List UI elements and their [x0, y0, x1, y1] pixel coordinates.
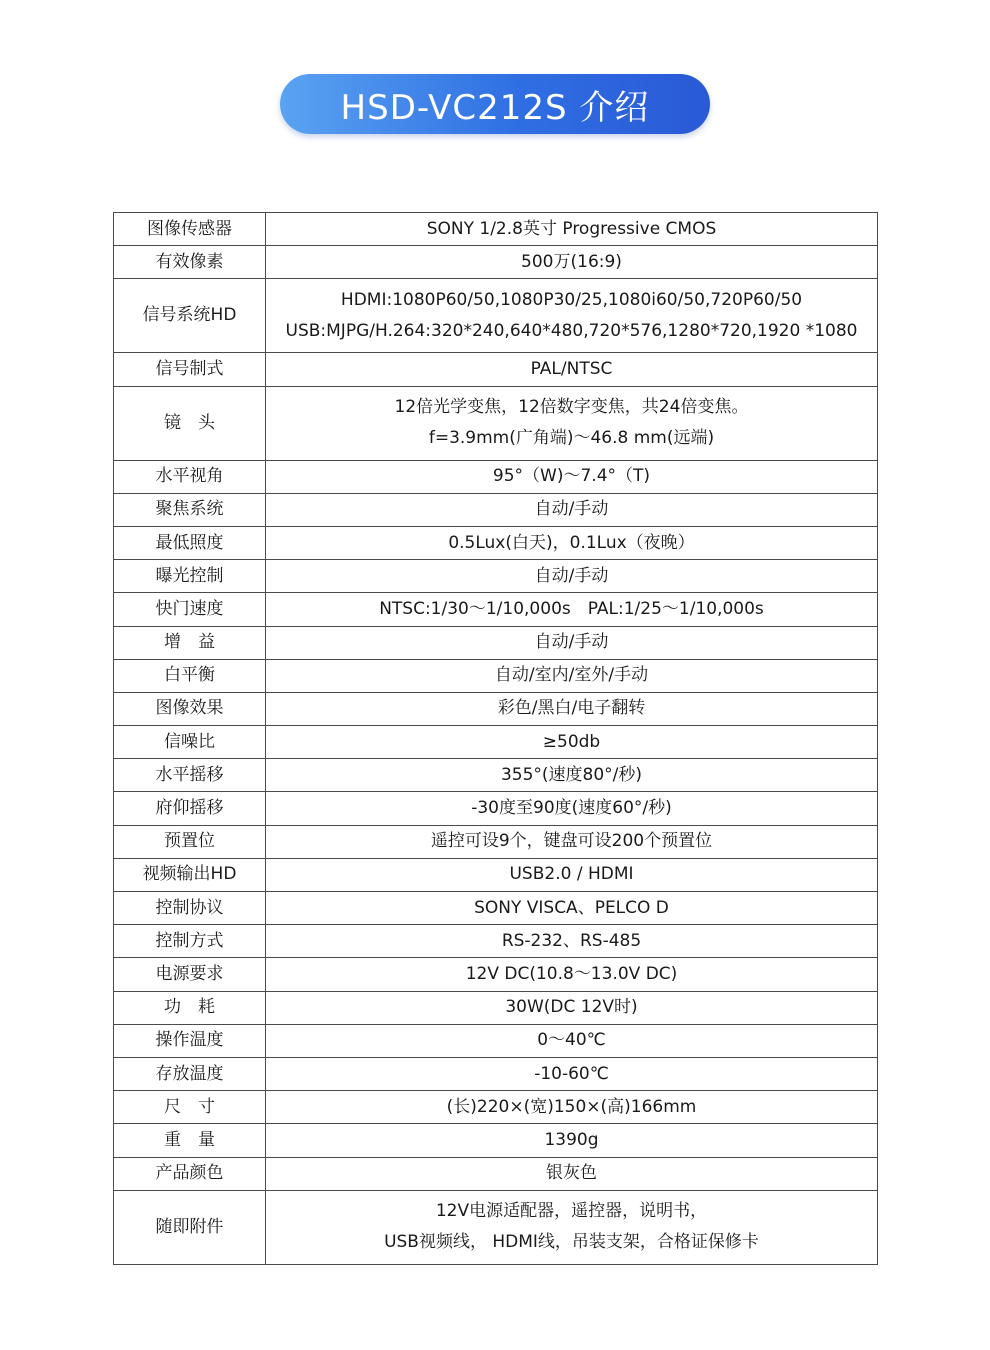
spec-value-line: 0.5Lux(白天)，0.1Lux（夜晚） — [448, 532, 695, 553]
spec-value-line: 彩色/黑白/电子翻转 — [497, 698, 646, 719]
spec-value — [266, 1190, 878, 1264]
spec-label: 随即附件 — [114, 1190, 266, 1264]
spec-label: 操作温度 — [114, 1024, 266, 1057]
spec-row — [114, 560, 878, 593]
spec-value — [266, 925, 878, 958]
spec-value-line: 95°（W)～7.4°（T) — [492, 466, 651, 487]
spec-row — [114, 1057, 878, 1090]
spec-table-body — [114, 213, 878, 1265]
spec-row — [114, 692, 878, 725]
spec-value — [266, 593, 878, 626]
spec-row — [114, 726, 878, 759]
spec-value — [266, 626, 878, 659]
spec-label: 控制协议 — [114, 892, 266, 925]
spec-value-line: -30度至90度(速度60°/秒) — [471, 798, 672, 819]
spec-value — [266, 460, 878, 493]
spec-label: 最低照度 — [114, 526, 266, 559]
spec-value-line: 30W(DC 12V时) — [505, 997, 638, 1018]
spec-label: 图像传感器 — [114, 213, 266, 246]
spec-value-line: SONY VISCA、PELCO D — [474, 897, 669, 918]
spec-value-line: 银灰色 — [546, 1163, 597, 1184]
spec-label: 图像效果 — [114, 692, 266, 725]
spec-value-line: 500万(16:9) — [521, 251, 622, 272]
spec-row — [114, 213, 878, 246]
spec-label: 增 益 — [114, 626, 266, 659]
spec-label: 重 量 — [114, 1124, 266, 1157]
spec-value — [266, 246, 878, 279]
spec-value — [266, 1124, 878, 1157]
spec-value-line: 12倍光学变焦，12倍数字变焦，共24倍变焦。 — [394, 397, 749, 418]
spec-value — [266, 1091, 878, 1124]
spec-value-line: f=3.9mm(广角端)～46.8 mm(远端) — [428, 428, 715, 449]
spec-value-line: 自动/手动 — [534, 565, 609, 586]
spec-label: 控制方式 — [114, 925, 266, 958]
spec-label: 府仰摇移 — [114, 792, 266, 825]
spec-row — [114, 1091, 878, 1124]
spec-row — [114, 1190, 878, 1264]
spec-value — [266, 792, 878, 825]
spec-value — [266, 659, 878, 692]
spec-value — [266, 759, 878, 792]
spec-row — [114, 353, 878, 386]
spec-value — [266, 493, 878, 526]
spec-row — [114, 1124, 878, 1157]
spec-value — [266, 858, 878, 891]
spec-label: 视频输出HD — [114, 858, 266, 891]
spec-value-line: HDMI:1080P60/50,1080P30/25,1080i60/50,720P60/50 — [340, 289, 803, 310]
spec-table — [113, 212, 878, 1265]
spec-value-line: 1390g — [544, 1129, 599, 1150]
spec-value-line: SONY 1/2.8英寸 Progressive CMOS — [426, 218, 717, 239]
spec-row — [114, 991, 878, 1024]
spec-row — [114, 493, 878, 526]
spec-value — [266, 1157, 878, 1190]
spec-value — [266, 958, 878, 991]
spec-label: 存放温度 — [114, 1057, 266, 1090]
spec-label: 信噪比 — [114, 726, 266, 759]
spec-row — [114, 1024, 878, 1057]
spec-value-line: USB视频线， HDMI线，吊装支架，合格证保修卡 — [384, 1232, 759, 1253]
spec-label: 聚焦系统 — [114, 493, 266, 526]
spec-value — [266, 1057, 878, 1090]
spec-row — [114, 279, 878, 353]
spec-label: 曝光控制 — [114, 560, 266, 593]
spec-value-line: ≥50db — [542, 731, 601, 752]
spec-label: 产品颜色 — [114, 1157, 266, 1190]
spec-row — [114, 892, 878, 925]
spec-row — [114, 246, 878, 279]
spec-row — [114, 626, 878, 659]
spec-value-line: 12V电源适配器，遥控器，说明书， — [435, 1201, 708, 1222]
spec-label: 白平衡 — [114, 659, 266, 692]
spec-value-line: 遥控可设9个，键盘可设200个预置位 — [430, 831, 713, 852]
spec-label: 水平视角 — [114, 460, 266, 493]
spec-value-line: (长)220×(宽)150×(高)166mm — [446, 1096, 697, 1117]
spec-value-line: -10-60℃ — [534, 1063, 609, 1084]
spec-label: 尺 寸 — [114, 1091, 266, 1124]
spec-value — [266, 1024, 878, 1057]
spec-value — [266, 526, 878, 559]
spec-row — [114, 1157, 878, 1190]
spec-label: 有效像素 — [114, 246, 266, 279]
spec-label: 快门速度 — [114, 593, 266, 626]
spec-value — [266, 726, 878, 759]
spec-row — [114, 792, 878, 825]
spec-value — [266, 213, 878, 246]
spec-value — [266, 279, 878, 353]
spec-row — [114, 759, 878, 792]
spec-value — [266, 825, 878, 858]
spec-value-line: 自动/手动 — [534, 499, 609, 520]
spec-value-line: 355°(速度80°/秒) — [500, 764, 643, 785]
spec-label: 信号制式 — [114, 353, 266, 386]
spec-value-line: NTSC:1/30～1/10,000s PAL:1/25～1/10,000s — [379, 598, 764, 619]
spec-label: 信号系统HD — [114, 279, 266, 353]
spec-value — [266, 560, 878, 593]
spec-value — [266, 386, 878, 460]
page-title: HSD-VC212S 介绍 — [280, 74, 710, 134]
spec-row — [114, 460, 878, 493]
spec-row — [114, 958, 878, 991]
spec-label: 水平摇移 — [114, 759, 266, 792]
spec-row — [114, 386, 878, 460]
spec-row — [114, 858, 878, 891]
spec-row — [114, 526, 878, 559]
spec-label: 镜 头 — [114, 386, 266, 460]
spec-row — [114, 593, 878, 626]
spec-row — [114, 659, 878, 692]
spec-value-line: 12V DC(10.8～13.0V DC) — [465, 963, 678, 984]
spec-row — [114, 925, 878, 958]
spec-value-line: 自动/手动 — [534, 632, 609, 653]
spec-label: 预置位 — [114, 825, 266, 858]
spec-value-line: USB2.0 / HDMI — [509, 864, 634, 885]
spec-row — [114, 825, 878, 858]
spec-label: 电源要求 — [114, 958, 266, 991]
spec-value — [266, 353, 878, 386]
spec-label: 功 耗 — [114, 991, 266, 1024]
spec-value-line: 自动/室内/室外/手动 — [494, 665, 649, 686]
spec-value-line: USB:MJPG/H.264:320*240,640*480,720*576,1280*720,1920 *1080 — [285, 320, 858, 341]
spec-value — [266, 991, 878, 1024]
spec-value — [266, 692, 878, 725]
spec-value-line: 0～40℃ — [537, 1030, 606, 1051]
spec-value-line: PAL/NTSC — [530, 358, 613, 379]
spec-value-line: RS-232、RS-485 — [501, 930, 642, 951]
spec-value — [266, 892, 878, 925]
